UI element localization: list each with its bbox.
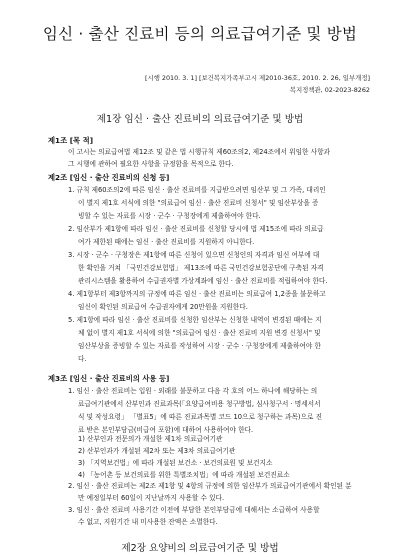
article-3-subitem: 2) 산부인과가 개설된 제2차 또는 제3차 의료급여기관 — [78, 447, 236, 455]
article-2-line: 빙할 수 있는 자료를 시장 · 군수 · 구청장에게 제출하여야 한다. — [78, 212, 261, 220]
article-2-line: 체 없이 별지 제1호 서식에 의한 "의료급여 임신 · 출산 진료비 지원 변경 신청서" 및 — [78, 329, 321, 337]
chapter-2-heading: 제2장 요양비의 의료급여기준 및 방법 — [121, 543, 279, 554]
article-3-line: 료급여기관에서 산부인과 진료과목(「요양급여비용 청구방법, 심사청구서 · 명세서서 — [78, 400, 321, 408]
article-1-line: 그 시행에 관하여 필요한 사항을 규정함을 목적으로 한다. — [68, 160, 234, 168]
article-2-line: 5. 제1항에 따라 임신 · 출산 진료비를 신청한 임산부는 신청한 내역이 변경된 때에는 지 — [68, 316, 322, 324]
document-title: 임신 · 출산 진료비 등의 의료급여기준 및 방법 — [42, 25, 358, 43]
article-2-line: 다. — [78, 355, 87, 363]
article-3-line: 3. 임신 · 출산 진료비 사용기간 이전에 부담한 본인부담금에 대해서는 소급하여 사용할 — [68, 506, 320, 514]
article-2-line: 4. 제1항부터 제3항까지의 규정에 따른 임신 · 출산 진료비는 의료급여 1,2종을 불문하고 — [68, 290, 326, 298]
article-2-line: 3. 시장 · 군수 · 구청장은 제1항에 따른 신청이 있으면 신청인의 자격과 임신 여부에 대 — [68, 251, 320, 259]
article-2-line: 1. 규칙 제60조의2에 따른 임신 · 출산 진료비를 지급받으려면 임산부 및 그 가족, 대리인 — [68, 186, 326, 194]
article-3-subitem: 4) 「농어촌 등 보건의료를 위한 특별조치법」에 따라 개설된 보건진료소 — [78, 471, 290, 479]
article-3-line: 수 없고, 지원기간 내 미사용한 잔액은 소멸한다. — [78, 518, 218, 526]
article-2-line: 이 별지 제1호 서식에 의한 "의료급여 임신 · 출산 진료비 신청서" 및 임산부상을 증 — [78, 199, 319, 207]
article-2-line: 임신이 확인된 의료급여 수급권자에게 20만원을 지원한다. — [78, 303, 248, 311]
article-2-line: 관리시스템을 활용하여 수급권자별 가상계좌에 임신 · 출산 진료비를 적립하여야 한다. — [78, 277, 328, 285]
article-3-line: 1. 임신 · 출산 진료비는 입원 · 외래를 불문하고 다음 각 호의 어느 하나에 해당하는 의 — [68, 387, 318, 395]
article-3-line: 만 예정일부터 60일이 지난날까지 사용할 수 있다. — [78, 494, 225, 502]
article-1-line: 이 고시는 의료급여법 제12조 및 같은 법 시행규칙 제60조의2, 제24조에서 위임한 사항과 — [68, 148, 331, 156]
article-2-heading: 제2조 [임신 · 출산 진료비의 신청 등] — [48, 173, 170, 182]
article-3-line: 료 받은 본인부담금(비급여 포함)에 대하여 사용하여야 한다. — [78, 426, 254, 434]
article-3-line: 2. 임신 · 출산 진료비는 제2조 제1항 및 4항의 규정에 의한 임산부가 의료급여기관에서 확인된 분 — [68, 482, 352, 490]
article-2-line: 여가 제한된 때에는 임신 · 출산 진료비를 지원하지 아니한다. — [78, 238, 255, 246]
enforcement-notice: [시행 2010. 3. 1] [보건복지가족부고시 제2010-36호, 2010. 2. 26, 일부개정] — [145, 74, 370, 82]
article-2-line: 2. 임산부가 제1항에 따라 임신 · 출산 진료비를 신청할 당시에 법 제15조에 따라 의료급 — [68, 225, 324, 233]
chapter-1-heading: 제1장 임신 · 출산 진료비의 의료급여기준 및 방법 — [96, 114, 304, 125]
article-3-heading: 제3조 [임신 · 출산 진료비의 사용 등] — [48, 374, 170, 383]
department-contact: 복지정책관, 02-2023-8262 — [289, 86, 370, 94]
article-1-heading: 제1조 [목 적] — [48, 136, 94, 145]
article-2-line: 한 확인을 거쳐 「국민건강보험법」 제13조에 따른 국민건강보험공단에 구축된 자격 — [78, 264, 324, 272]
article-3-line: 식 및 작성요령」 「별표5」에 따른 진료과목별 코드 10으로 청구하는 과목)으로 진 — [78, 413, 323, 421]
article-3-subitem: 3) 「지역보건법」에 따라 개설된 보건소 · 보건의료원 및 보건지소 — [78, 459, 273, 467]
article-2-line: 임산부상을 증빙할 수 있는 자료를 작성하여 시장 · 군수 · 구청장에게 제출하여야 한 — [78, 342, 321, 350]
article-3-subitem: 1) 산부인과 전문의가 개설한 제1차 의료급여기관 — [78, 435, 223, 443]
